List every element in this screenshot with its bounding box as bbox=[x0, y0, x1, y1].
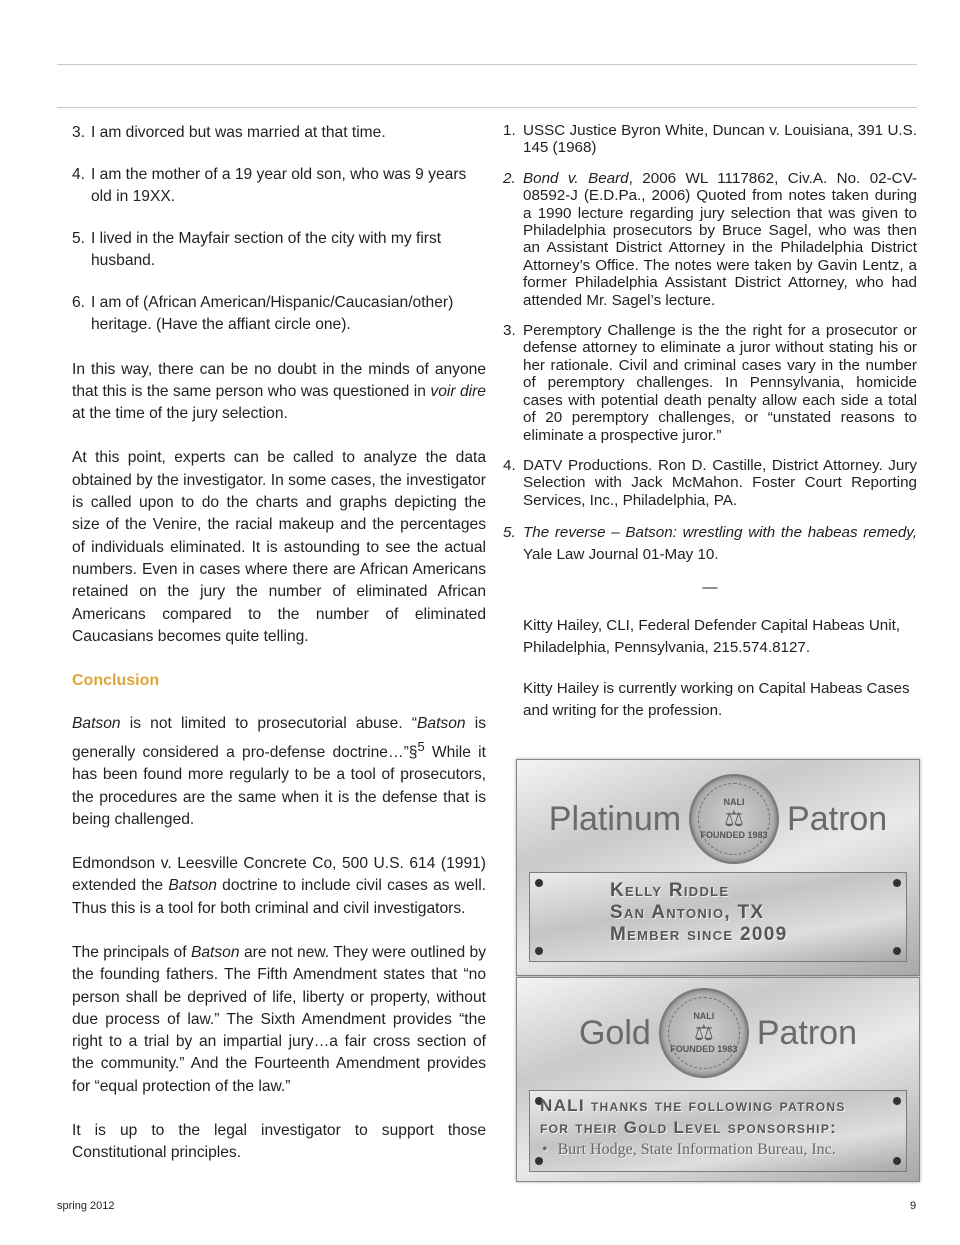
italic-term: voir dire bbox=[430, 382, 486, 400]
paragraph-batson bbox=[72, 713, 486, 831]
text-run: is not limited to prosecutorial abuse. “ bbox=[120, 715, 418, 733]
rivet-icon bbox=[535, 879, 543, 887]
patron-name: Kelly Riddle bbox=[610, 880, 730, 901]
gold-thanks-line-1: NALI thanks the following patrons bbox=[540, 1096, 846, 1115]
seal-bottom-text: FOUNDED 1983 bbox=[700, 830, 768, 840]
seal-bottom-text: FOUNDED 1983 bbox=[670, 1044, 738, 1054]
scales-of-justice-icon: ⚖ bbox=[724, 806, 744, 831]
list-item bbox=[72, 164, 486, 209]
rivet-icon bbox=[893, 1157, 901, 1165]
footnote-item bbox=[503, 522, 917, 566]
italic-term: Batson bbox=[72, 715, 121, 733]
bullet-icon: • bbox=[542, 1141, 548, 1158]
italic-term: Batson bbox=[190, 944, 240, 961]
rivet-icon bbox=[535, 947, 543, 955]
rivet-icon bbox=[893, 947, 901, 955]
footnote-number: 3. bbox=[503, 322, 516, 340]
text-run: doctrine to include civil cases as well. Thus this is a tool for both criminal and civil investigators. bbox=[72, 877, 486, 917]
rivet-icon bbox=[893, 1097, 901, 1105]
footnote-number: 5. bbox=[503, 524, 516, 542]
platinum-patron-plaque bbox=[516, 759, 920, 976]
footnote-number: 4. bbox=[503, 456, 516, 474]
paragraph-closing: It is up to the legal investigator to support those Constitutional principles. bbox=[72, 1122, 486, 1162]
footnote-item bbox=[503, 170, 917, 309]
list-number: 3. bbox=[72, 124, 86, 141]
author-bio: Kitty Hailey is currently working on Capital Habeas Cases and writing for the profession. bbox=[523, 679, 910, 720]
footnote-text: DATV Productions. Ron D. Castille, District Attorney. Jury Selection with Jack McMahon. Foster Court Reporting Services, Inc., Philadelphia, PA. bbox=[523, 456, 917, 509]
rivet-icon bbox=[893, 879, 901, 887]
gold-patron-plaque bbox=[516, 977, 920, 1182]
seal-inner bbox=[698, 783, 770, 855]
footer-issue: spring 2012 bbox=[57, 1200, 115, 1212]
list-text: I am the mother of a 19 year old son, who was 9 years old in 19XX. bbox=[91, 165, 467, 206]
footnote-item bbox=[503, 457, 917, 509]
page-number: 9 bbox=[910, 1200, 917, 1212]
footnote-text: USSC Justice Byron White, Duncan v. Louisiana, 391 U.S. 145 (1968) bbox=[523, 122, 917, 157]
seal-top-text: NALI bbox=[693, 1011, 715, 1021]
platinum-word: Platinum bbox=[548, 799, 682, 838]
patron-location: San Antonio, TX bbox=[610, 902, 765, 923]
list-item bbox=[72, 228, 486, 273]
affidavit-list bbox=[72, 122, 486, 337]
patron-word: Patron bbox=[756, 1013, 857, 1052]
platinum-nameplate bbox=[529, 872, 907, 962]
footnote-text: Yale Law Journal 01-May 10. bbox=[523, 546, 719, 564]
list-text: I am divorced but was married at that time. bbox=[91, 124, 386, 141]
gold-patron-name: Burt Hodge, State Information Bureau, Inc. bbox=[557, 1141, 836, 1158]
italic-term: Bond v. Beard bbox=[523, 169, 629, 187]
scales-of-justice-icon: ⚖ bbox=[693, 1020, 714, 1045]
footnote-number: 1. bbox=[503, 122, 516, 139]
text-run: is generally considered a pro-defense doctrine…”§ bbox=[72, 715, 487, 761]
paragraph-principals bbox=[72, 942, 486, 1098]
text-run: In this way, there can be no doubt in the minds of anyone that this is the same person who was questioned in bbox=[72, 360, 486, 400]
patron-member-since: Member since 2009 bbox=[610, 924, 788, 945]
paragraph-voir-dire bbox=[72, 359, 486, 426]
gold-nameplate bbox=[529, 1090, 907, 1172]
left-column bbox=[72, 122, 486, 1187]
italic-term: Batson bbox=[417, 715, 466, 733]
footnote-text: Peremptory Challenge is the the right for a prosecutor or defense attorney to eliminate a juror without stating his or her rationale. Civil and criminal cases vary in the number of peremptory challenges. In Pennsylvania, homicide cases with potential death penalty allow each side a total of 20 peremptory challenges, or “unstated reasons to eliminate a prospective juror.” bbox=[523, 322, 917, 444]
patron-word: Patron bbox=[787, 799, 888, 838]
footnote-item bbox=[503, 122, 917, 157]
nali-seal-icon bbox=[659, 988, 749, 1078]
separator-dash: — bbox=[702, 579, 718, 597]
header-rule bbox=[57, 107, 917, 108]
footnote-list bbox=[503, 122, 917, 566]
top-rule bbox=[57, 64, 917, 65]
right-column bbox=[503, 122, 917, 741]
seal-inner bbox=[668, 997, 740, 1069]
seal-top-text: NALI bbox=[723, 797, 745, 807]
footnote-text: , 2006 WL 1117862, Civ.A. No. 02-CV-08592-J (E.D.Pa., 2006) Quoted from notes taken during a 1990 lecture regarding jury selection that was given to Philadelphia prosecutors by Bruce Sagel, who was then an Assistant District Attorney in the Philadelphia District Attorney’s Office. The notes were taken by Gavin Lentz, a former Philadelphia Assistant District Attorney, who had attended Mr. Sagel’s lecture. bbox=[523, 169, 917, 309]
paragraph-edmondson bbox=[72, 853, 486, 920]
italic-term: The reverse – Batson: wrestling with the habeas remedy, bbox=[523, 524, 917, 542]
text-run: at the time of the jury selection. bbox=[72, 405, 288, 423]
conclusion-heading: Conclusion bbox=[72, 672, 160, 690]
footnote-item bbox=[503, 322, 917, 444]
author-contact: Kitty Hailey, CLI, Federal Defender Capital Habeas Unit, Philadelphia, Pennsylvania, 215.574.8127. bbox=[523, 616, 901, 657]
text-run: are not new. They were outlined by the founding fathers. The Fifth Amendment states that “no person shall be deprived of life, liberty or property, without due process of law.” The Sixth Amendment provides “the right to a trial by an impartial jury…a fair cross section of the community.” And the Fourteenth Amendment provides for “equal protection of the law.” bbox=[72, 944, 486, 1095]
text-run: While it has been found more regularly to be a tool of prosecutors, the procedures are the same when it is the defense that is being challenged. bbox=[72, 743, 486, 828]
footnote-number: 2. bbox=[503, 169, 516, 187]
platinum-title-row bbox=[517, 774, 919, 864]
text-run: Edmondson v. Leesville Concrete Co, 500 U.S. 614 (1991) extended the bbox=[72, 855, 486, 895]
nali-seal-icon bbox=[689, 774, 779, 864]
list-number: 6. bbox=[72, 293, 86, 311]
gold-title-row bbox=[517, 988, 919, 1078]
list-number: 5. bbox=[72, 229, 86, 247]
text-run: The principals of bbox=[72, 944, 191, 961]
paragraph-experts: At this point, experts can be called to analyze the data obtained by the investigator. In some cases, the investigator is called upon to do the charts and graphs depicting the size of the Venire, the racial makeup and the percentages of individuals eliminated. It is astounding to see the actual numbers. Even in cases where there are African Americans retained on the jury the number of eliminated African Americans compared to the number of eliminated Caucasians becomes quite telling. bbox=[72, 449, 486, 645]
gold-patron-item bbox=[542, 1141, 836, 1159]
list-text: I lived in the Mayfair section of the city with my first husband. bbox=[91, 229, 442, 270]
italic-term: Batson bbox=[168, 877, 217, 895]
list-item bbox=[72, 122, 486, 144]
list-number: 4. bbox=[72, 165, 86, 183]
list-item bbox=[72, 292, 486, 337]
list-text: I am of (African American/Hispanic/Caucasian/other) heritage. (Have the affiant circle one). bbox=[91, 293, 454, 334]
gold-word: Gold bbox=[578, 1013, 651, 1052]
footnote-ref: 5 bbox=[417, 738, 425, 754]
gold-thanks-line-2: for their Gold Level sponsorship: bbox=[540, 1118, 838, 1137]
